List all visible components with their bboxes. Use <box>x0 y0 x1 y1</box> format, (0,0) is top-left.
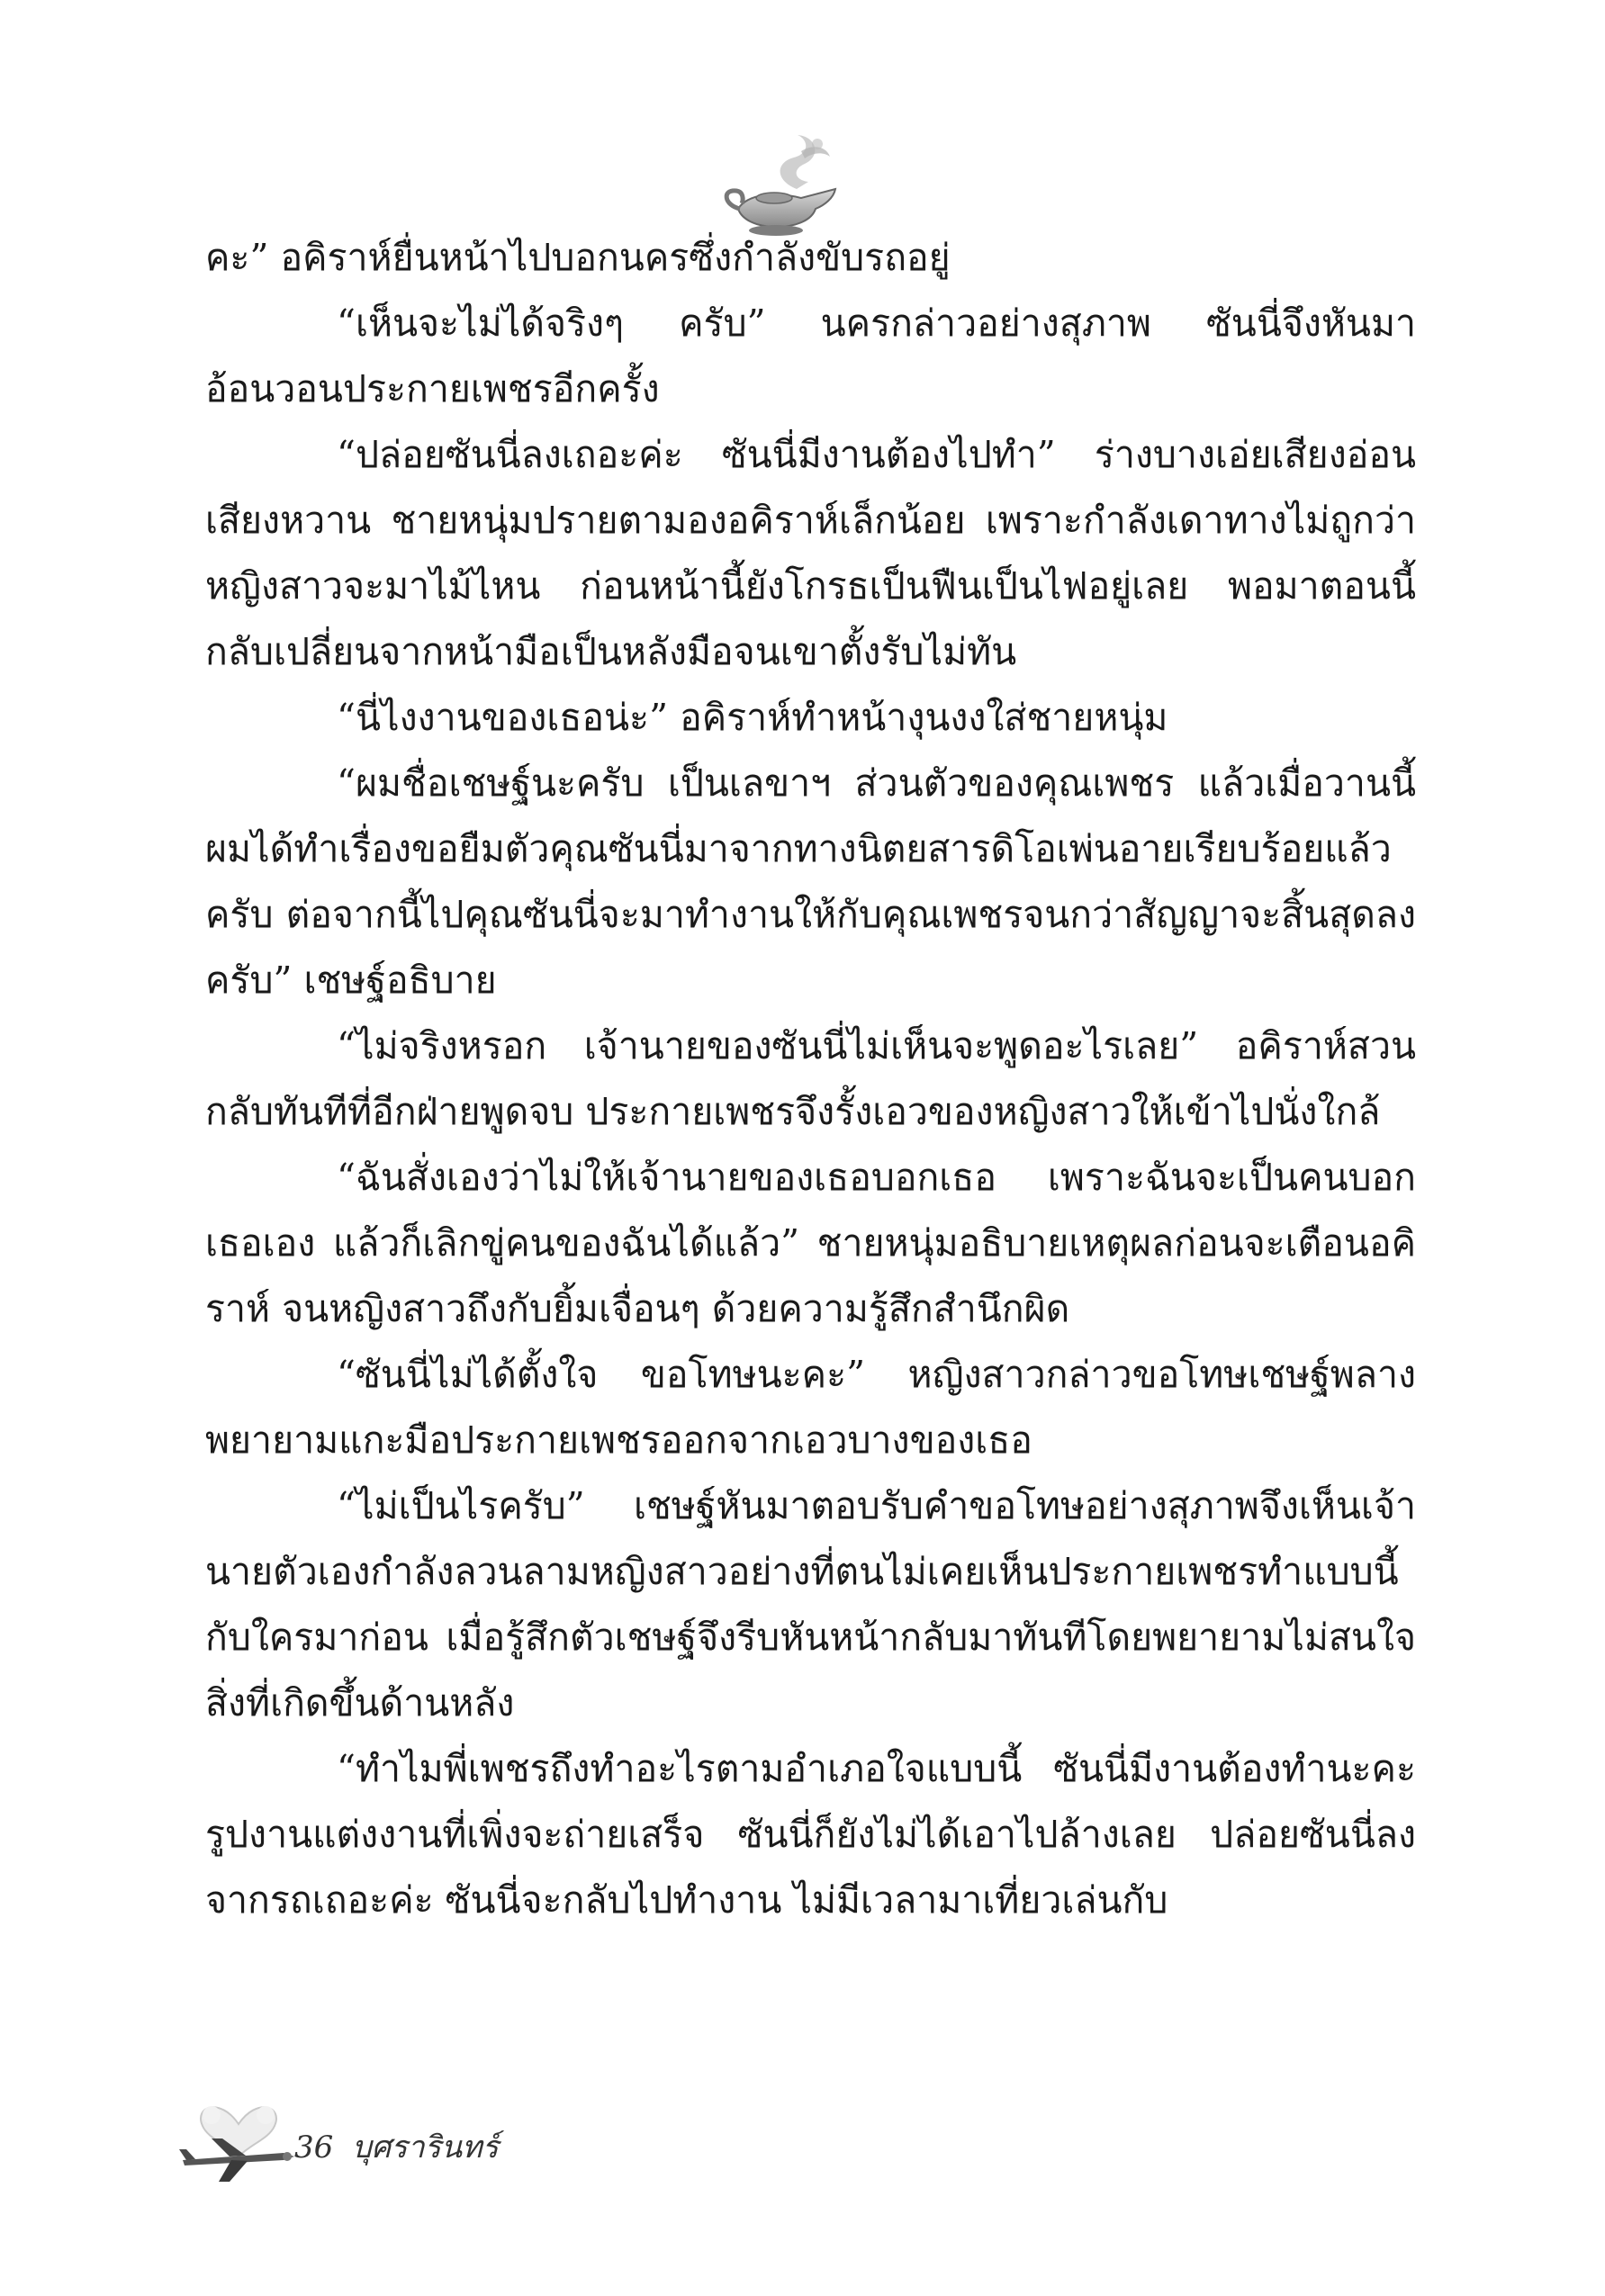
paragraph: “เห็นจะไม่ได้จริงๆ ครับ” นครกล่าวอย่างสุภาพ ซันนี่จึงหันมาอ้อนวอนประกายเพชรอีกครั้ง <box>205 302 1416 410</box>
body-text <box>205 225 1416 1933</box>
page-number: 36 <box>294 2129 334 2165</box>
paragraph: “ไม่เป็นไรครับ” เชษฐ์หันมาตอบรับคำขอโทษอย่างสุภาพจึงเห็นเจ้านายตัวเองกำลังลวนลามหญิงสาวอย่างที่ตนไม่เคยเห็นประกายเพชรทำแบบนี้กับใครมาก่อน เมื่อรู้สึกตัวเชษฐ์จึงรีบหันหน้ากลับมาทันทีโดยพยายามไม่สนใจสิ่งที่เกิดขึ้นด้านหลัง <box>205 1484 1416 1724</box>
author-name: บุศรารินทร์ <box>352 2129 499 2165</box>
paragraph: “ทำไมพี่เพชรถึงทำอะไรตามอำเภอใจแบบนี้ ซันนี่มีงานต้องทำนะคะ รูปงานแต่งงานที่เพิ่งจะถ่ายเสร็จ ซันนี่ก็ยังไม่ได้เอาไปล้างเลย ปล่อยซันนี่ลงจากรถเถอะค่ะ ซันนี่จะกลับไปทำงาน ไม่มีเวลามาเที่ยวเล่นกับ <box>205 1747 1416 1922</box>
paragraph: คะ” อคิราห์ยื่นหน้าไปบอกนครซึ่งกำลังขับรถอยู่ <box>205 236 951 279</box>
paragraph: “ผมชื่อเชษฐ์นะครับ เป็นเลขาฯ ส่วนตัวของคุณเพชร แล้วเมื่อวานนี้ผมได้ทำเรื่องขอยืมตัวคุณซันนี่มาจากทางนิตยสารดิโอเพ่นอายเรียบร้อยแล้วครับ ต่อจากนี้ไปคุณซันนี่จะมาทำงานให้กับคุณเพชรจนกว่าสัญญาจะสิ้นสุดลงครับ” เชษฐ์อธิบาย <box>205 761 1416 1002</box>
paragraph: “ฉันสั่งเองว่าไม่ให้เจ้านายของเธอบอกเธอ เพราะฉันจะเป็นคนบอกเธอเอง แล้วก็เลิกขู่คนของฉันได้แล้ว” ชายหนุ่มอธิบายเหตุผลก่อนจะเตือนอคิราห์ จนหญิงสาวถึงกับยิ้มเจื่อนๆ ด้วยความรู้สึกสำนึกผิด <box>205 1156 1416 1330</box>
paragraph: “นี่ไงงานของเธอน่ะ” อคิราห์ทำหน้างุนงงใส่ชายหนุ่ม <box>337 696 1168 739</box>
paragraph: “ซันนี่ไม่ได้ตั้งใจ ขอโทษนะคะ” หญิงสาวกล่าวขอโทษเชษฐ์พลางพยายามแกะมือประกายเพชรออกจากเอวบางของเธอ <box>205 1353 1416 1462</box>
paragraph: “ปล่อยซันนี่ลงเถอะค่ะ ซันนี่มีงานต้องไปทำ” ร่างบางเอ่ยเสียงอ่อนเสียงหวาน ชายหนุ่มปรายตามองอคิราห์เล็กน้อย เพราะกำลังเดาทางไม่ถูกว่าหญิงสาวจะมาไม้ไหน ก่อนหน้านี้ยังโกรธเป็นฟืนเป็นไฟอยู่เลย พอมาตอนนี้กลับเปลี่ยนจากหน้ามือเป็นหลังมือจนเขาตั้งรับไม่ทัน <box>205 433 1416 673</box>
page-footer <box>176 2070 716 2196</box>
paragraph: “ไม่จริงหรอก เจ้านายของซันนี่ไม่เห็นจะพูดอะไรเลย” อคิราห์สวนกลับทันทีที่อีกฝ่ายพูดจบ ประกายเพชรจึงรั้งเอวของหญิงสาวให้เข้าไปนั่งใกล้ <box>205 1024 1416 1133</box>
airplane-heart-cloud-icon <box>176 2070 302 2196</box>
